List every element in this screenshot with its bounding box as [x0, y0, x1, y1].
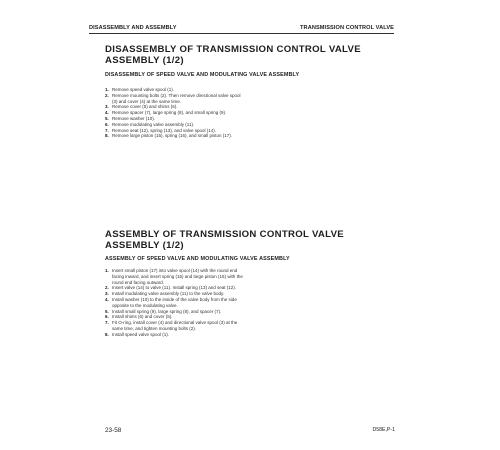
- step-item: [105, 268, 247, 285]
- step-item: [105, 332, 247, 338]
- step-number: 6.: [105, 121, 109, 127]
- step-text: Install modulating valve assembly (11) to the valve body.: [112, 291, 225, 297]
- step-number: 8.: [105, 133, 109, 139]
- step-item: [105, 133, 247, 139]
- disassembly-subtitle: DISASSEMBLY OF SPEED VALVE AND MODULATING VALVE ASSEMBLY: [105, 72, 300, 78]
- step-number: 8.: [105, 331, 109, 337]
- step-text: Install speed valve spool (1).: [112, 331, 170, 337]
- step-number: 2.: [105, 285, 109, 291]
- assembly-title: ASSEMBLY OF TRANSMISSION CONTROL VALVE ASSEMBLY (1/2): [105, 229, 345, 251]
- step-number: 4.: [105, 110, 109, 116]
- header-rule: [89, 33, 394, 34]
- disassembly-steps: [105, 87, 247, 139]
- step-text: Remove mounting bolts (2). Then remove directional valve spool (3) and cover (4) at the same time.: [112, 92, 241, 104]
- step-text: Install small spring (9), large spring (8), and spacer (7).: [112, 308, 222, 314]
- step-text: Insert valve (14) to valve (11). Install spring (13) and seat (12).: [112, 285, 236, 291]
- step-number: 1.: [105, 87, 109, 92]
- section-header-left: DISASSEMBLY AND ASSEMBLY: [89, 25, 177, 31]
- assembly-subtitle: ASSEMBLY OF SPEED VALVE AND MODULATING VALVE ASSEMBLY: [105, 256, 290, 262]
- step-item: [105, 320, 247, 332]
- step-item: [105, 297, 247, 309]
- step-text: Remove modulating valve assembly (11).: [112, 121, 195, 127]
- step-number: 7.: [105, 127, 109, 133]
- step-number: 4.: [105, 296, 109, 302]
- step-number: 7.: [105, 320, 109, 326]
- step-number: 5.: [105, 308, 109, 314]
- step-number: 2.: [105, 92, 109, 98]
- page-number: 23-58: [105, 427, 122, 434]
- assembly-steps: [105, 268, 247, 338]
- step-text: Install shims (6) and cover (5).: [112, 314, 173, 320]
- step-text: Remove large piston (15), spring (16), and small piston (17).: [112, 133, 233, 139]
- step-text: Insert small piston (17) into valve spool (14) with the round end facing inward, and insert spring (16) and large piston (15) with the round end facing outward.: [112, 268, 243, 285]
- step-number: 3.: [105, 291, 109, 297]
- step-text: Remove seat (12), spring (13), and valve spool (14).: [112, 127, 217, 133]
- step-text: Remove speed valve spool (1).: [112, 87, 175, 92]
- step-text: Remove washer (10).: [112, 115, 156, 121]
- step-text: Remove spacer (7), large spring (8), and small spring (9).: [112, 110, 227, 116]
- step-number: 1.: [105, 268, 109, 273]
- step-text: Fit O-ring, install cover (4) and directional valve spool (3) at the same time, and tighten mounting bolts (2).: [112, 320, 238, 331]
- step-number: 3.: [105, 104, 109, 110]
- step-item: [105, 93, 247, 105]
- step-number: 5.: [105, 115, 109, 121]
- step-text: Remove cover (5) and shims (6).: [112, 104, 178, 110]
- step-number: 6.: [105, 314, 109, 320]
- section-header-right: TRANSMISSION CONTROL VALVE: [300, 25, 394, 31]
- disassembly-title: DISASSEMBLY OF TRANSMISSION CONTROL VALVE ASSEMBLY (1/2): [105, 44, 361, 66]
- model-code: D58E,P-1: [372, 427, 395, 433]
- step-text: Install washer (10) to the inside of the valve body from the side opposite to the modulating valve.: [112, 296, 237, 308]
